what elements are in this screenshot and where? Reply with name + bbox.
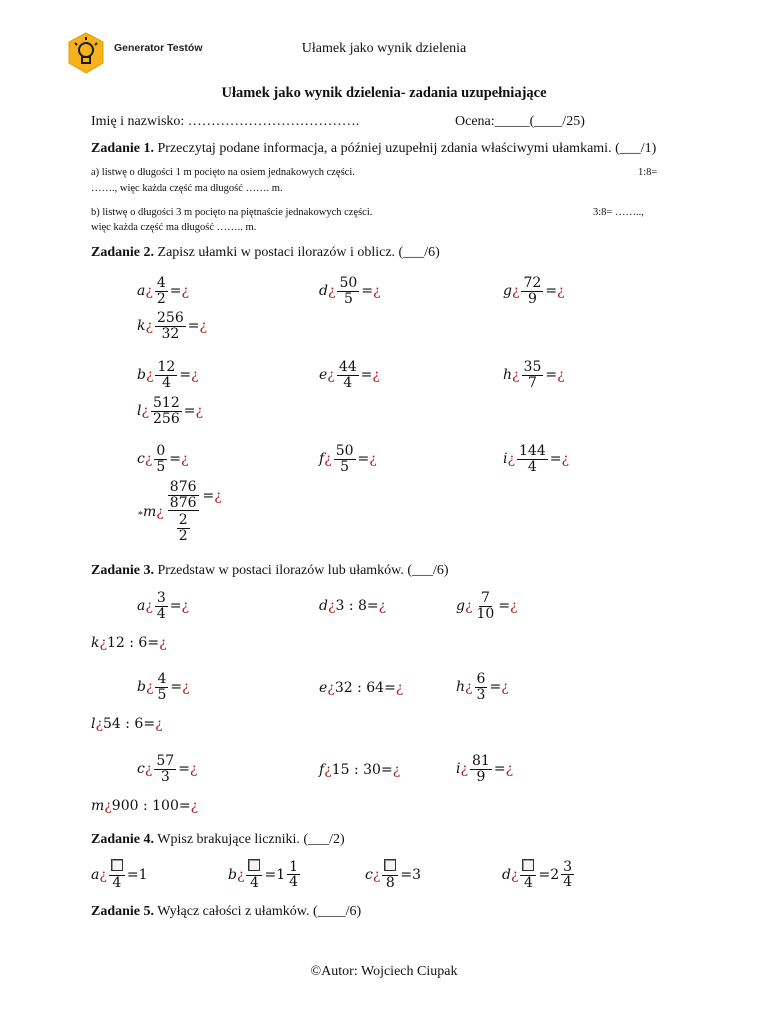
task4-item-b: b ¿ 4 =1 $\frac{1}{4}$ <box>228 858 299 891</box>
task2-item-m-mark: * <box>138 510 143 521</box>
task1-a-line2: ……., więc każda część ma długość ……. m. <box>91 183 283 194</box>
task2-item-i: i ¿ $\frac{144}{4}$ = ¿ <box>503 443 569 475</box>
task3-item-e: e ¿ 32 : 64 = ¿ <box>319 680 404 696</box>
logo-text: Generator Testów <box>114 42 203 54</box>
task2-item-m: m ¿ 876 876 $\frac{2}{2}$ = ¿ <box>143 479 222 545</box>
task2-item-k: k ¿ $\frac{256}{32}$ = ¿ <box>137 310 207 342</box>
task3-item-c: c ¿ $\frac{57}{3}$ = ¿ <box>137 753 198 785</box>
task3-item-f: f ¿ 15 : 30 = ¿ <box>319 762 401 778</box>
task2-item-h: h ¿ $\frac{35}{7}$ = ¿ <box>503 359 565 391</box>
task1-a-line1: a) listwę o długości 1 m pocięto na osiem jednakowych części. <box>91 167 355 178</box>
task1-heading: Zadanie 1. Przeczytaj podane informacja, a później uzupełnij zdania właściwymi ułamkami. (___/1) <box>91 141 657 156</box>
task2-item-g: g ¿ $\frac{72}{9}$ = ¿ <box>503 275 565 307</box>
task3-item-b: b ¿ $\frac{4}{5}$ = ¿ <box>137 671 190 703</box>
task2-item-e: e ¿ $\frac{44}{4}$ = ¿ <box>319 359 380 391</box>
task4-item-a: a ¿ 4 =1 <box>91 859 148 890</box>
task3-item-m: m ¿ 900 : 100 = ¿ <box>91 798 199 814</box>
task3-heading: Zadanie 3. Przedstaw w postaci ilorazów lub ułamków. (___/6) <box>91 563 449 578</box>
task2-item-d: d ¿ $\frac{50}{5}$ = ¿ <box>319 275 381 307</box>
task3-item-d: d ¿ 3 : 8 = ¿ <box>319 598 387 614</box>
task3-item-h: h ¿ $\frac{6}{3}$ = ¿ <box>456 671 509 703</box>
task1-b-side: 3:8= …….., <box>593 207 644 218</box>
task3-item-l: l ¿ 54 : 6 = ¿ <box>91 716 163 732</box>
task5-heading: Zadanie 5. Wyłącz całości z ułamków. (____/6) <box>91 904 362 919</box>
footer-author: ©Autor: Wojciech Ciupak <box>310 964 458 979</box>
document-title: Ułamek jako wynik dzielenia- zadania uzupełniające <box>221 85 547 101</box>
task1-b-line1: b) listwę o długości 3 m pocięto na piętnaście jednakowych części. <box>91 207 373 218</box>
task2-heading: Zadanie 2. Zapisz ułamki w postaci ilorazów i oblicz. (___/6) <box>91 245 440 260</box>
task3-item-i: i ¿ $\frac{81}{9}$ = ¿ <box>456 753 514 785</box>
name-field-label: Imię i nazwisko: ………………………………. <box>91 114 360 129</box>
grade-field-label: Ocena:_____(____/25) <box>455 114 585 129</box>
numerator-blank-box[interactable] <box>522 859 534 871</box>
task2-item-f: f ¿ $\frac{50}{5}$ = ¿ <box>319 443 377 475</box>
task1-b-line2: więc każda część ma długość …….. m. <box>91 222 257 233</box>
numerator-blank-box[interactable] <box>384 859 396 871</box>
task1-a-side: 1:8= <box>638 167 658 178</box>
task2-item-b: b ¿ $\frac{12}{4}$ = ¿ <box>137 359 199 391</box>
numerator-blank-box[interactable] <box>248 859 260 871</box>
task2-item-a: a ¿ $\frac{4}{2}$ = ¿ <box>137 275 190 307</box>
task4-heading: Zadanie 4. Wpisz brakujące liczniki. (___/2) <box>91 832 345 847</box>
task4-item-d: d ¿ 4 =2 $\frac{3}{4}$ <box>502 858 573 891</box>
task3-item-g: g ¿ $\frac{7}{10}$ = ¿ <box>456 590 518 622</box>
task4-item-c: c ¿ 8 =3 <box>365 859 421 890</box>
numerator-blank-box[interactable] <box>111 859 123 871</box>
task2-item-c: c ¿ $\frac{0}{5}$ = ¿ <box>137 443 189 475</box>
task3-item-k: k ¿ 12 : 6 = ¿ <box>91 635 167 651</box>
task3-item-a: a ¿ $\frac{3}{4}$ = ¿ <box>137 590 190 622</box>
header-title: Ułamek jako wynik dzielenia <box>301 41 467 56</box>
task2-item-l: l ¿ $\frac{512}{256}$ = ¿ <box>137 395 203 427</box>
